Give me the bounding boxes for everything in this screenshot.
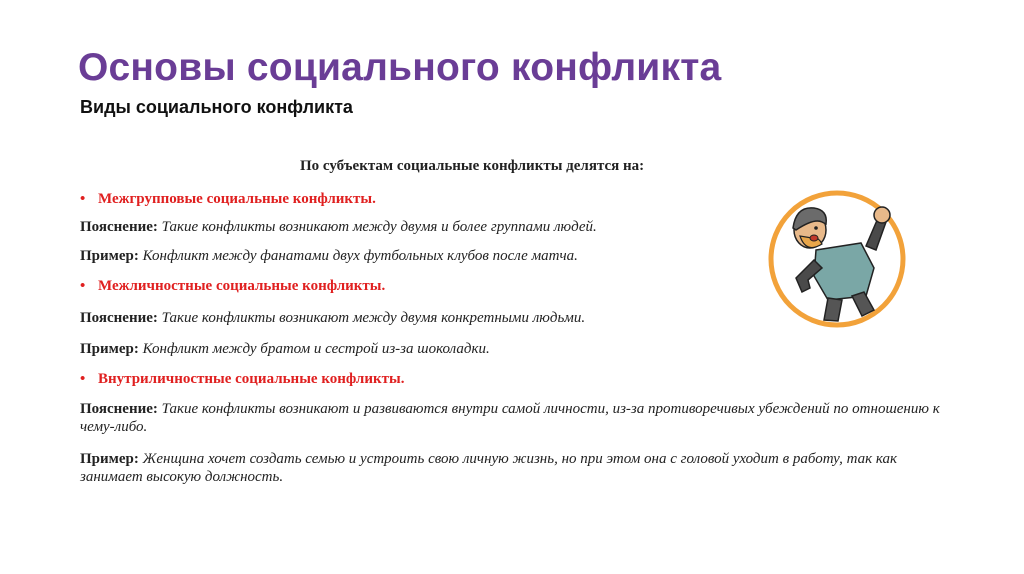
example-label: Пример:	[80, 248, 139, 264]
section-heading-text: Внутриличностные социальные конфликты.	[98, 371, 405, 387]
bullet-marker: •	[80, 371, 86, 387]
explanation-label: Пояснение:	[80, 401, 158, 417]
explanation-intrapersonal	[80, 400, 940, 436]
section-heading-intergroup	[80, 190, 376, 208]
slide-subtitle: Виды социального конфликта	[80, 97, 353, 117]
example-intrapersonal	[80, 450, 940, 486]
intro-text: По субъектам социальные конфликты делятся на:	[300, 158, 645, 174]
section-heading-intrapersonal	[80, 370, 404, 388]
example-label: Пример:	[80, 451, 139, 467]
explanation-text: Такие конфликты возникают между двумя конкретными людьми.	[161, 310, 586, 326]
example-interpersonal	[80, 340, 940, 358]
explanation-label: Пояснение:	[80, 219, 158, 235]
angry-man-icon	[766, 188, 908, 330]
example-label: Пример:	[80, 341, 139, 357]
section-heading-text: Межличностные социальные конфликты.	[98, 278, 386, 294]
bullet-marker: •	[80, 191, 86, 207]
explanation-text: Такие конфликты возникают и развиваются внутри самой личности, из-за противоречивых убеждений по отношению к чему-либо.	[80, 401, 940, 435]
example-text: Женщина хочет создать семью и устроить свою личную жизнь, но при этом она с головой уходит в работу, так как занимает высокую должность.	[80, 451, 898, 485]
section-heading-text: Межгрупповые социальные конфликты.	[98, 191, 376, 207]
bullet-marker: •	[80, 278, 86, 294]
explanation-label: Пояснение:	[80, 310, 158, 326]
explanation-text: Такие конфликты возникают между двумя и более группами людей.	[161, 219, 597, 235]
example-text: Конфликт между братом и сестрой из-за шоколадки.	[142, 341, 490, 357]
example-text: Конфликт между фанатами двух футбольных клубов после матча.	[142, 248, 578, 264]
section-heading-interpersonal	[80, 277, 385, 295]
slide-title: Основы социального конфликта	[78, 46, 722, 89]
